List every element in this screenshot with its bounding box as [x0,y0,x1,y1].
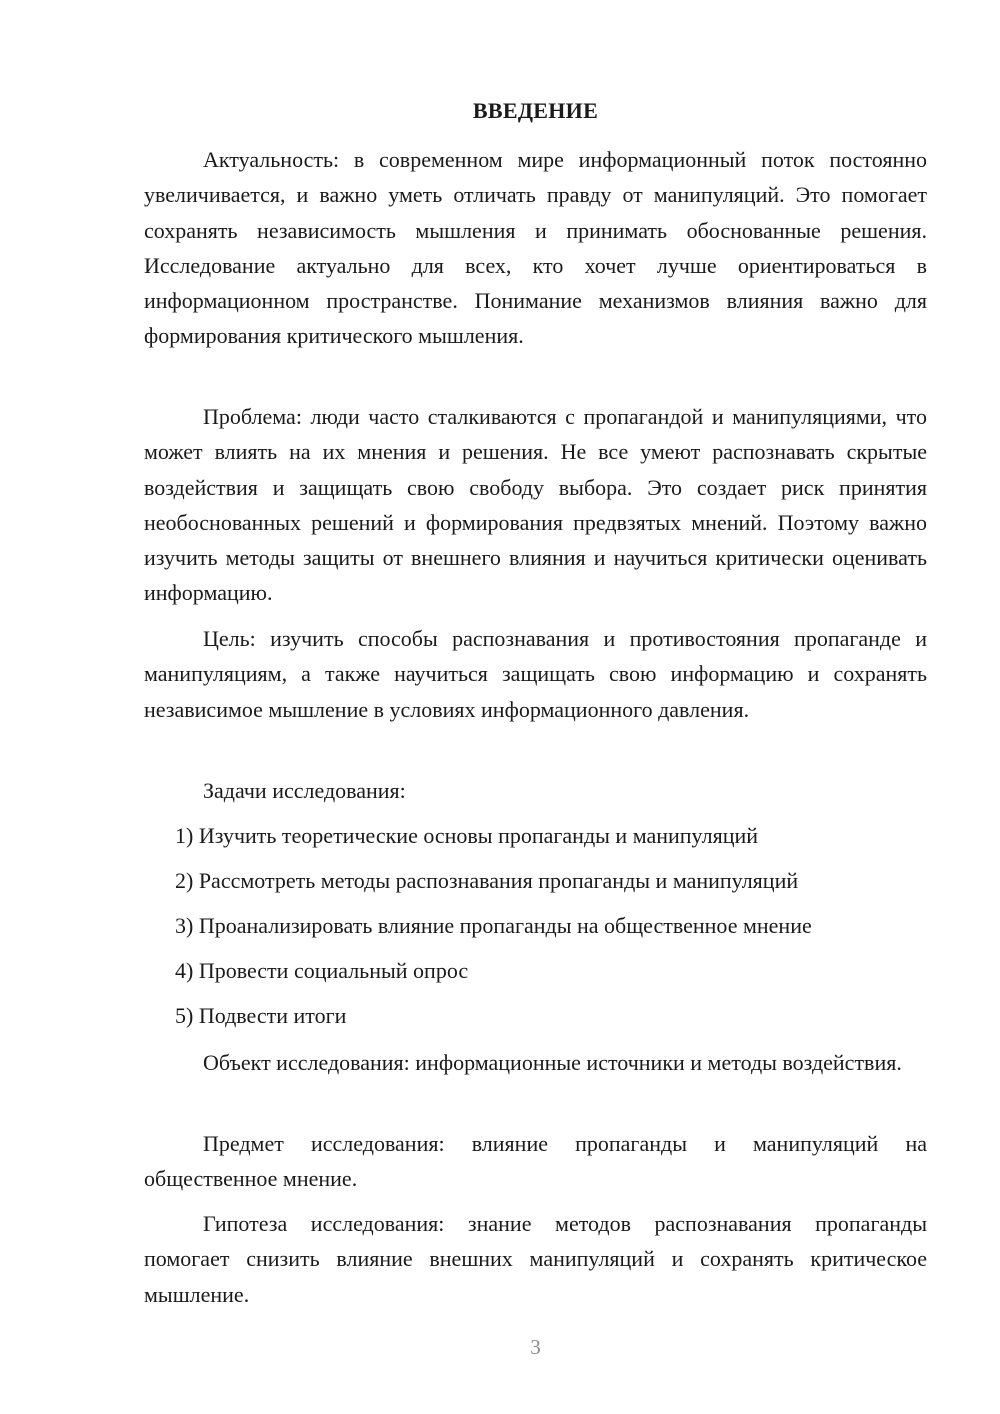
task-item: 5) Подвести итоги [175,1003,347,1028]
hypothesis-paragraph: Гипотеза исследования: знание методов распознавания пропаганды помогает снизить влияние внешних манипуляций и сохранять критическое мышление. [144,1211,927,1307]
page-number: 3 [530,1335,541,1359]
relevance-paragraph: Актуальность: в современном мире информационный поток постоянно увеличивается, и важно уметь отличать правду от манипуляций. Это помогает сохранять независимость мышления и принимать обоснованные решения. Исследование актуально для всех, кто хочет лучше ориентироваться в информационном пространстве. Понимание механизмов влияния важно для формирования критического мышления. [144,147,927,349]
task-item: 1) Изучить теоретические основы пропаганды и манипуляций [175,823,759,848]
subject-paragraph: Предмет исследования: влияние пропаганды и манипуляций на общественное мнение. [144,1131,927,1192]
problem-paragraph: Проблема: люди часто сталкиваются с пропагандой и манипуляциями, что может влиять на их мнения и решения. Не все умеют распознавать скрытые воздействия и защищать свою свободу выбора. Это создает риск принятия необоснованных решений и формирования предвзятых мнений. Поэтому важно изучить методы защиты от внешнего влияния и научиться критически оценивать информацию. [144,404,927,606]
tasks-heading: Задачи исследования: [203,778,406,803]
object-paragraph: Объект исследования: информационные источники и методы воздействия. [203,1050,902,1075]
section-heading: ВВЕДЕНИЕ [472,98,599,123]
goal-paragraph: Цель: изучить способы распознавания и противостояния пропаганде и манипуляциям, а также научиться защищать свою информацию и сохранять независимое мышление в условиях информационного давления. [144,626,927,722]
task-item: 2) Рассмотреть методы распознавания пропаганды и манипуляций [175,868,799,893]
task-item: 4) Провести социальный опрос [175,958,469,983]
task-item: 3) Проанализировать влияние пропаганды на общественное мнение [175,913,812,938]
